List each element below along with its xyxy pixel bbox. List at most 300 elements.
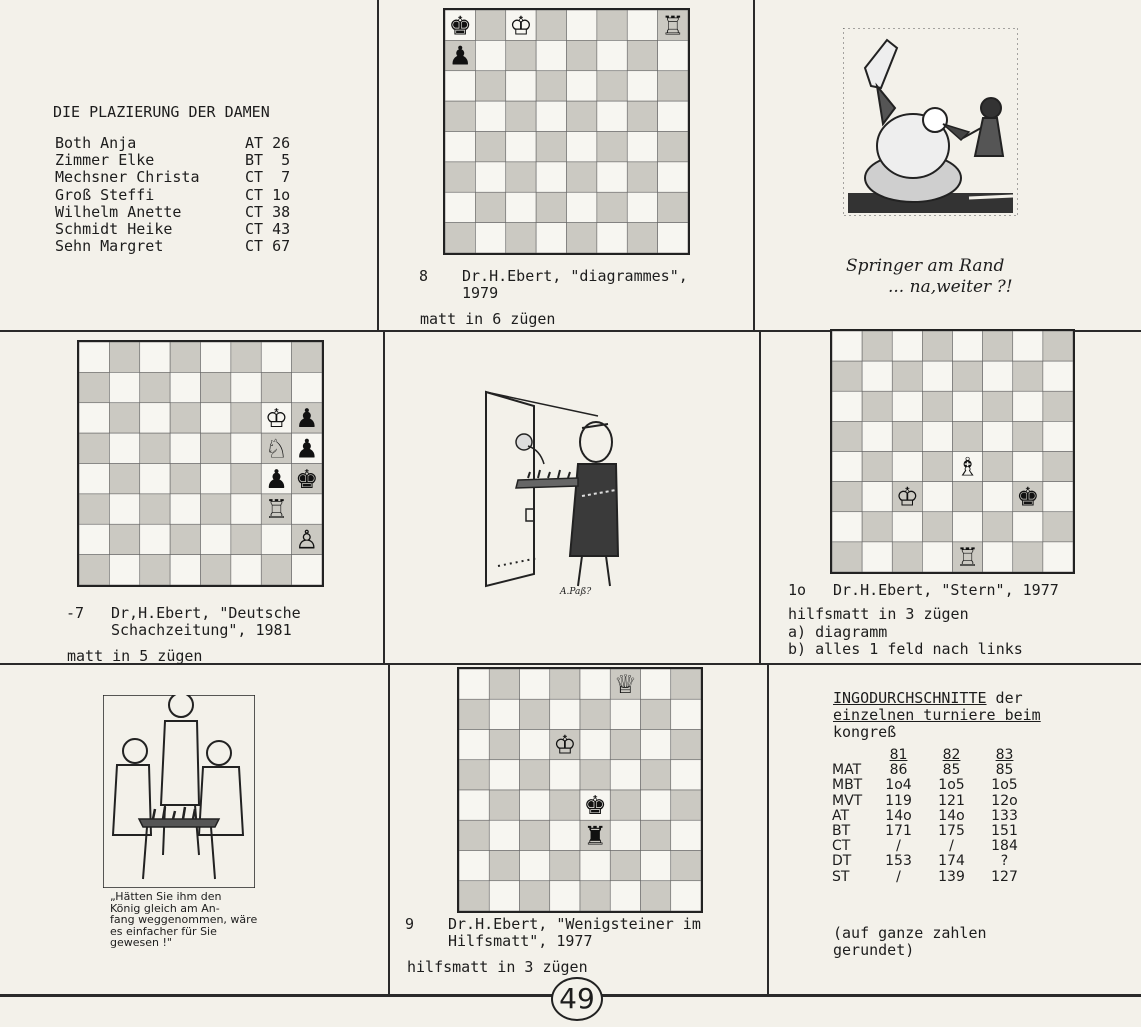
problem-9-author-line-1: Dr.H.Ebert, "Wenigsteiner im [448,915,701,933]
board-square [536,192,566,222]
ingo-value: / [896,868,901,885]
board-square [536,162,566,192]
ingo-value: 184 [991,838,1018,855]
ingo-value: 139 [938,868,965,885]
board-square [231,524,261,554]
board-square [658,223,688,253]
board-square [832,361,862,391]
board-square [610,881,640,911]
chess-piece: ♔ [509,11,533,42]
board-square [201,494,231,524]
ingo-row [832,809,1031,824]
ingo-value: 85 [995,762,1014,779]
board-square [170,342,200,372]
chess-piece: ♜ [583,821,607,852]
board-square [658,40,688,70]
board-square [475,132,505,162]
chess-piece: ♚ [295,464,319,495]
board-square [567,132,597,162]
board-square [567,101,597,131]
board-square [922,331,952,361]
board-square [506,162,536,192]
board-square [506,71,536,101]
board-square [658,101,688,131]
board-square [641,669,671,699]
problem-10-task: hilfsmatt in 3 zügen [788,605,969,623]
board-square [520,760,550,790]
board-square [610,851,640,881]
board-square [520,699,550,729]
board-square [489,881,519,911]
board-square [170,464,200,494]
board-square [580,699,610,729]
standings-rank: CT 43 [245,220,291,238]
ingo-header-row [832,748,1031,763]
board-square [79,403,109,433]
standings-rank: CT 67 [245,237,291,256]
board-square [922,542,952,572]
board-square [520,669,550,699]
ingo-value: 12o [991,792,1018,809]
board-square [922,452,952,482]
board-square [201,372,231,402]
problem-8-task: matt in 6 zügen [420,310,556,328]
board-square [892,542,922,572]
page-number: 49 [551,977,603,1021]
column-divider-right-bottom [767,663,769,996]
board-square [922,482,952,512]
ingo-value: 1o5 [991,777,1018,794]
board-square [459,851,489,881]
board-square [550,790,580,820]
board-square [658,71,688,101]
ingo-note-line-2: gerundet) [833,941,915,959]
board-square [983,482,1013,512]
ingo-row [832,870,1031,885]
board-square [671,760,701,790]
ingo-title-line-2: einzelnen turniere beim [833,706,1041,724]
board-square [1013,331,1043,361]
board-square [983,512,1013,542]
ingo-value: 119 [885,792,912,809]
board-square [140,403,170,433]
board-square [231,555,261,585]
board-square [170,555,200,585]
board-square [983,331,1013,361]
standings-name: Zimmer Elke [55,151,155,170]
board-square [832,421,862,451]
board-square [1013,512,1043,542]
ingo-row-label: BT [832,823,851,840]
standings-name: Groß Steffi [55,185,155,204]
chess-piece: ♘ [264,434,289,465]
chess-board-problem-7 [77,340,324,587]
ingo-row [832,839,1031,854]
board-square [201,342,231,372]
board-square [231,464,261,494]
board-square [261,524,291,554]
board-square [862,482,892,512]
board-square [953,361,983,391]
chess-piece: ♕ [613,670,637,701]
board-square [140,524,170,554]
board-square [489,820,519,850]
board-square [231,372,261,402]
door-waiter-cartoon [478,386,653,610]
board-square [170,403,200,433]
board-square [641,790,671,820]
board-square [862,542,892,572]
board-square [520,881,550,911]
board-square [627,223,657,253]
board-square [1013,391,1043,421]
column-divider-right [753,0,755,330]
board-square [1013,542,1043,572]
board-square [983,361,1013,391]
chess-board-problem-8 [443,8,690,255]
board-square [1043,452,1073,482]
board-square [292,342,322,372]
ingo-year-header: 82 [942,747,961,764]
problem-10-option-a: a) diagramm [788,623,888,641]
board-square [658,162,688,192]
problem-7-author-line-1: Dr,H.Ebert, "Deutsche [111,604,301,622]
board-square [459,699,489,729]
board-square [567,223,597,253]
board-square [536,40,566,70]
ingo-value: 85 [942,762,961,779]
problem-10-option-b: b) alles 1 feld nach links [788,640,1023,658]
board-square [489,730,519,760]
ingo-row [832,794,1031,809]
board-square [597,223,627,253]
board-square [506,223,536,253]
board-square [261,342,291,372]
board-square [79,433,109,463]
board-square [1043,391,1073,421]
chess-board-grid [832,331,1073,572]
board-square [953,391,983,421]
board-square [627,162,657,192]
ingo-row-label: MVT [832,792,863,809]
board-square [536,71,566,101]
springer-cartoon [843,28,1018,220]
board-square [489,790,519,820]
board-square [109,372,139,402]
board-square [627,132,657,162]
ingo-year-header: 81 [889,747,908,764]
board-square [489,851,519,881]
ingo-value: 1o5 [938,777,965,794]
board-square [922,421,952,451]
board-square [567,10,597,40]
board-square [567,192,597,222]
board-square [140,555,170,585]
board-square [506,192,536,222]
board-square [536,10,566,40]
ingo-value: ? [1000,853,1009,870]
board-square [201,403,231,433]
board-square [641,851,671,881]
board-square [832,482,862,512]
problem-10-author: Dr.H.Ebert, "Stern", 1977 [833,581,1059,599]
ingo-row-label: MAT [832,762,862,779]
ingo-title-line-3: kongreß [833,723,897,741]
chess-piece: ♔ [895,482,919,513]
board-square [862,452,892,482]
board-square [953,512,983,542]
board-square [109,494,139,524]
board-square [922,391,952,421]
board-square [580,669,610,699]
chess-piece: ♟ [295,434,319,465]
ingo-row [832,854,1031,869]
board-square [489,699,519,729]
board-square [580,730,610,760]
board-square [832,331,862,361]
board-square [201,555,231,585]
board-square [536,101,566,131]
ingo-value: 171 [885,823,912,840]
board-square [550,760,580,790]
board-square [109,342,139,372]
column-divider-left-bottom [388,663,390,996]
board-square [610,790,640,820]
board-square [862,331,892,361]
board-square [627,71,657,101]
board-square [109,403,139,433]
board-square [520,851,550,881]
board-square [475,192,505,222]
standings-name: Schmidt Heike [55,220,173,238]
board-square [671,699,701,729]
board-square [489,760,519,790]
board-square [459,730,489,760]
board-square [641,760,671,790]
board-square [292,372,322,402]
board-square [832,452,862,482]
board-square [983,542,1013,572]
board-square [671,669,701,699]
standings-rank: CT 38 [245,202,291,221]
ingo-value: / [896,838,901,855]
board-square [580,760,610,790]
board-square [140,494,170,524]
board-square [79,494,109,524]
board-square [1013,452,1043,482]
board-square [892,391,922,421]
chess-piece: ♔ [553,730,577,761]
board-square [983,421,1013,451]
board-square [459,881,489,911]
ingo-value: 153 [885,853,912,870]
board-square [79,342,109,372]
players-cartoon-caption: „Hätten Sie ihm den König gleich am An- fang weggenommen, wäre es einfacher für Sie gewesen !" [110,890,258,949]
board-square [550,820,580,850]
chess-board-grid [79,342,322,585]
standings-rank: AT 26 [245,134,291,152]
springer-caption-line-1: Springer am Rand [846,256,1005,276]
board-square [201,464,231,494]
board-square [922,361,952,391]
board-square [79,464,109,494]
board-square [1043,482,1073,512]
board-square [520,730,550,760]
board-square [520,820,550,850]
ingo-row-label: AT [832,807,850,824]
ingo-note-line-1: (auf ganze zahlen [833,924,987,942]
board-square [580,881,610,911]
board-square [475,40,505,70]
board-square [953,421,983,451]
board-square [983,452,1013,482]
chess-piece: ♚ [1016,482,1040,513]
board-square [506,40,536,70]
board-square [231,342,261,372]
board-square [610,699,640,729]
standings-title: DIE PLAZIERUNG DER DAMEN [53,103,270,121]
board-square [953,482,983,512]
chess-piece: ♖ [264,495,289,526]
chess-piece: ♖ [661,11,685,42]
board-square [79,555,109,585]
board-square [1043,421,1073,451]
board-square [231,494,261,524]
board-square [536,132,566,162]
cartoon-signature: A.Paß? [560,587,592,597]
ingo-value: 1o4 [885,777,912,794]
board-square [445,71,475,101]
board-square [536,223,566,253]
board-square [862,391,892,421]
board-square [520,790,550,820]
board-square [170,433,200,463]
ingo-value: 151 [991,823,1018,840]
problem-8-year: 1979 [462,284,499,302]
board-square [1013,421,1043,451]
board-square [1043,361,1073,391]
standings-rank: CT 7 [245,168,291,187]
board-square [550,699,580,729]
board-square [506,132,536,162]
standings-rank: BT 5 [245,151,291,170]
board-square [459,669,489,699]
board-square [201,524,231,554]
board-square [79,524,109,554]
board-square [597,71,627,101]
board-square [201,433,231,463]
standings-name: Sehn Margret [55,237,164,256]
board-square [489,669,519,699]
board-square [892,452,922,482]
board-square [1013,361,1043,391]
board-square [610,730,640,760]
board-square [597,192,627,222]
board-square [641,881,671,911]
ingo-title [833,690,1023,707]
board-square [832,391,862,421]
board-square [627,10,657,40]
board-square [1043,512,1073,542]
board-square [292,555,322,585]
standings-name: Wilhelm Anette [55,202,182,221]
board-square [475,10,505,40]
ingo-value: 127 [991,868,1018,885]
board-square [475,101,505,131]
board-square [231,433,261,463]
ingo-value: 133 [991,807,1018,824]
ingo-row [832,824,1031,839]
standings-rank: CT 1o [245,185,291,204]
board-square [658,132,688,162]
board-square [79,372,109,402]
board-square [292,494,322,524]
ingo-averages-table [832,748,1031,885]
board-square [922,512,952,542]
ingo-value: 14o [885,807,912,824]
board-square [862,421,892,451]
board-square [550,881,580,911]
ingo-row-label: MBT [832,777,863,794]
problem-9-author-line-2: Hilfsmatt", 1977 [448,932,593,950]
problem-8-number: 8 [419,267,429,285]
board-square [109,524,139,554]
board-square [445,132,475,162]
board-square [892,331,922,361]
board-square [892,512,922,542]
board-square [597,162,627,192]
board-square [1043,331,1073,361]
board-square [892,361,922,391]
chess-piece: ♔ [264,404,289,435]
ingo-corner-cell [832,748,872,763]
board-square [109,433,139,463]
ingo-row-label: ST [832,868,850,885]
board-square [475,162,505,192]
board-square [610,760,640,790]
board-square [140,372,170,402]
ingo-value: 174 [938,853,965,870]
board-square [597,40,627,70]
board-square [597,132,627,162]
problem-9-number: 9 [405,915,415,933]
chess-piece: ♚ [583,791,607,822]
board-square [231,403,261,433]
ingo-value: / [949,838,954,855]
board-square [170,524,200,554]
board-square [641,730,671,760]
board-square [506,101,536,131]
chess-board-grid [445,10,688,253]
board-square [862,361,892,391]
board-square [567,40,597,70]
standings-name: Both Anja [55,134,137,152]
ingo-row-label: CT [832,838,851,855]
board-square [550,851,580,881]
board-square [550,669,580,699]
board-square [983,391,1013,421]
board-square [671,820,701,850]
problem-8-author: Dr.H.Ebert, "diagrammes", [462,267,688,285]
board-square [627,101,657,131]
board-square [475,71,505,101]
board-square [140,433,170,463]
ingo-value: 14o [938,807,965,824]
board-square [671,790,701,820]
board-square [1043,542,1073,572]
ingo-row-label: DT [832,853,852,870]
board-square [445,192,475,222]
